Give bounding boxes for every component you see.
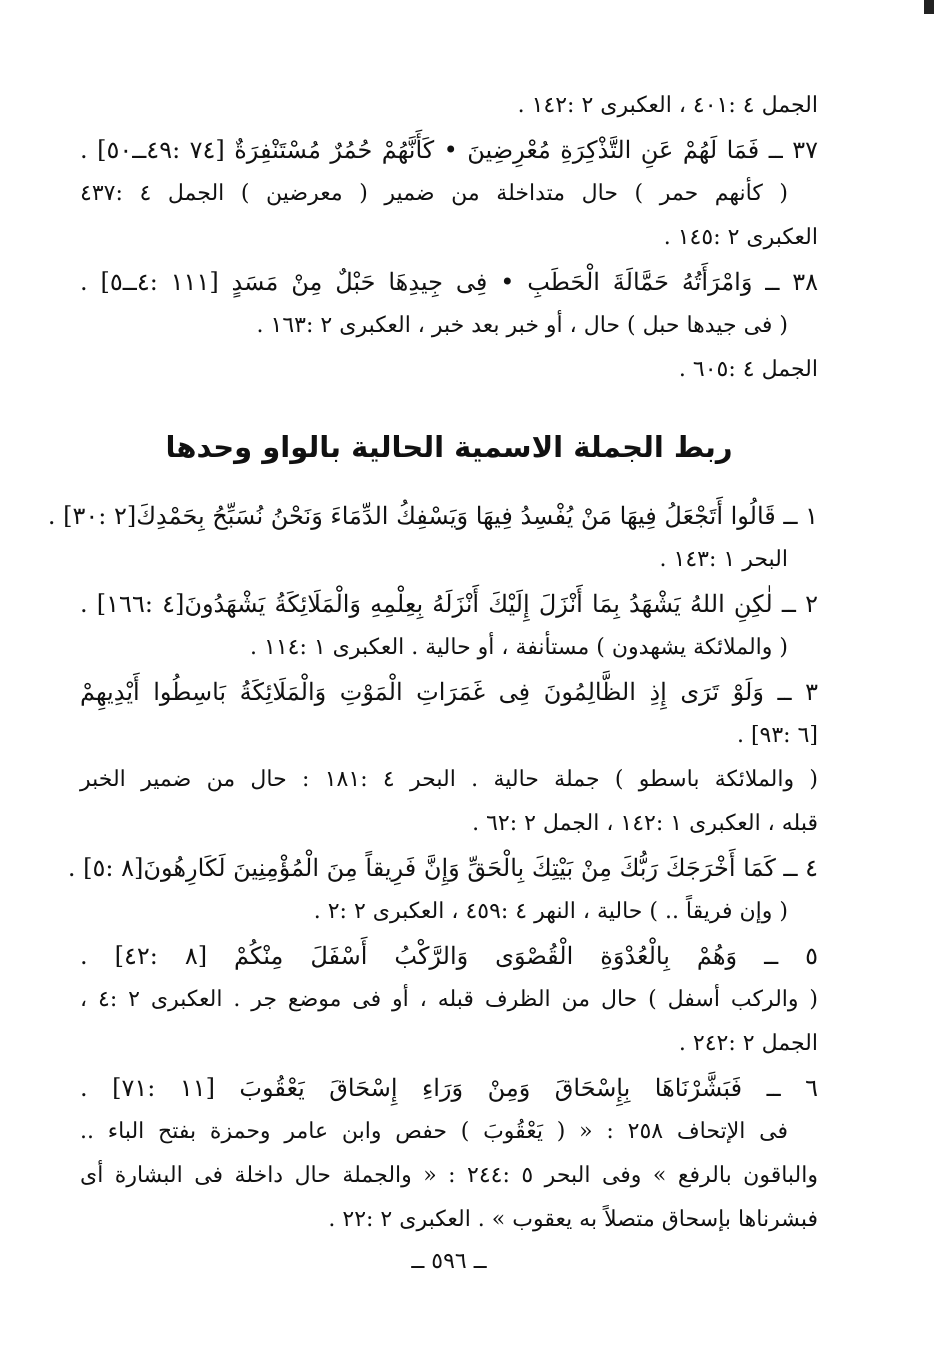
text-line: الجمل ٤ :٦٠٥ .: [678, 357, 818, 382]
page-number: ــ ٥٩٦ ــ: [411, 1249, 487, 1274]
verse-line: ٣ ــ وَلَوْ تَرَى إِذِ الظَّالِمُونَ فِى غَمَرَاتِ الْمَوْتِ وَالْمَلَائِكَةُ بَاسِطُوا أَيْدِيهِمْ: [80, 678, 818, 706]
verse-line: ٢ ــ لٰكِنِ اللهُ يَشْهَدُ بِمَا أَنْزَلَ إِلَيْكَ أَنْزَلَهُ بِعِلْمِهِ وَالْمَلَائِكَةُ يَشْهَدُونَ[٤ :١٦٦] .: [80, 590, 819, 618]
text-line: البحر ١ :١٤٣ .: [659, 547, 788, 572]
text-line: ( فى جيدها حبل ) حال ، أو خبر بعد خبر ، العكبرى ٢ :١٦٣ .: [256, 313, 788, 338]
text-line: ( والملائكة يشهدون ) مستأنفة ، أو حالية . العكبرى ١ :١١٤ .: [250, 635, 788, 660]
text-line: ( كأنهم حمر ) حال متداخلة من ضمير ( معرضين ) الجمل ٤ :٤٣٧: [80, 181, 789, 206]
text-line: [٦ :٩٣] .: [736, 723, 818, 748]
text-line: ( والركب أسفل ) حال من الظرف قبله ، أو فى موضع جر . العكبرى ٢ :٤ ،: [80, 987, 818, 1012]
text-line: فبشرناها بإسحاق متصلاً به يعقوب » . العكبرى ٢ :٢٢ .: [328, 1207, 818, 1232]
text-line: ( وإن فريقاً .. ) حالية ، النهر ٤ :٤٥٩ ، العكبرى ٢ :٢ .: [313, 899, 788, 924]
text-line: فى الإتحاف ٢٥٨ : « ( يَعْقُوبَ ) حفص وابن عامر وحمزة بفتح الباء ..: [80, 1119, 788, 1144]
text-line: قبله ، العكبرى ١ :١٤٢ ، الجمل ٢ :٦٢ .: [472, 811, 818, 836]
text-line: العكبرى ٢ :١٤٥ .: [663, 225, 818, 250]
page-corner-mark: [924, 0, 934, 14]
verse-line: ٣٧ ــ فَمَا لَهُمْ عَنِ التَّذْكِرَةِ مُعْرِضِينَ • كَأَنَّهُمْ حُمُرٌ مُسْتَنْفِرَةٌ [٧٤ :٤٩ــ٥٠] .: [80, 136, 819, 164]
text-line: الجمل ٤ :٤٠١ ، العكبرى ٢ :١٤٢ .: [517, 93, 818, 118]
verse-line: ١ ــ قَالُوا أَتَجْعَلُ فِيهَا مَنْ يُفْسِدُ فِيهَا وَيَسْفِكُ الدِّمَاءَ وَنَحْنُ نُسَبِّحُ بِحَمْدِكَ[٢ :٣٠] .: [47, 502, 818, 530]
text-line: ( والملائكة باسطو ) جملة حالية . البحر ٤ :١٨١ : حال من ضمير الخبر: [80, 767, 818, 792]
verse-line: ٣٨ ــ وَامْرَأَتُهُ حَمَّالَةَ الْحَطَبِ • فِى جِيدِهَا حَبْلٌ مِنْ مَسَدٍ [١١١ :٤ــ٥] .: [80, 268, 818, 296]
text-line: الجمل ٢ :٢٤٢ .: [678, 1031, 818, 1056]
verse-line: ٤ ــ كَمَا أَخْرَجَكَ رَبُّكَ مِنْ بَيْتِكَ بِالْحَقِّ وَإِنَّ فَرِيقاً مِنَ الْمُؤْمِنِينَ لَكَارِهُونَ[٨ :٥] .: [67, 854, 818, 882]
verse-line: ٥ ــ وَهُمْ بِالْعُدْوَةِ الْقُصْوَى وَالرَّكْبُ أَسْفَلَ مِنْكُمْ [٨ :٤٢] .: [80, 942, 818, 970]
verse-line: ٦ ــ فَبَشَّرْنَاهَا بِإِسْحَاقَ وَمِنْ وَرَاءِ إِسْحَاقَ يَعْقُوبَ [١١ :٧١] .: [80, 1074, 818, 1102]
section-heading: ربط الجملة الاسمية الحالية بالواو وحدها: [165, 430, 733, 464]
text-line: والباقون بالرفع » وفى البحر ٥ :٢٤٤ : « والجملة حال داخلة فى البشارة أى: [80, 1163, 819, 1188]
